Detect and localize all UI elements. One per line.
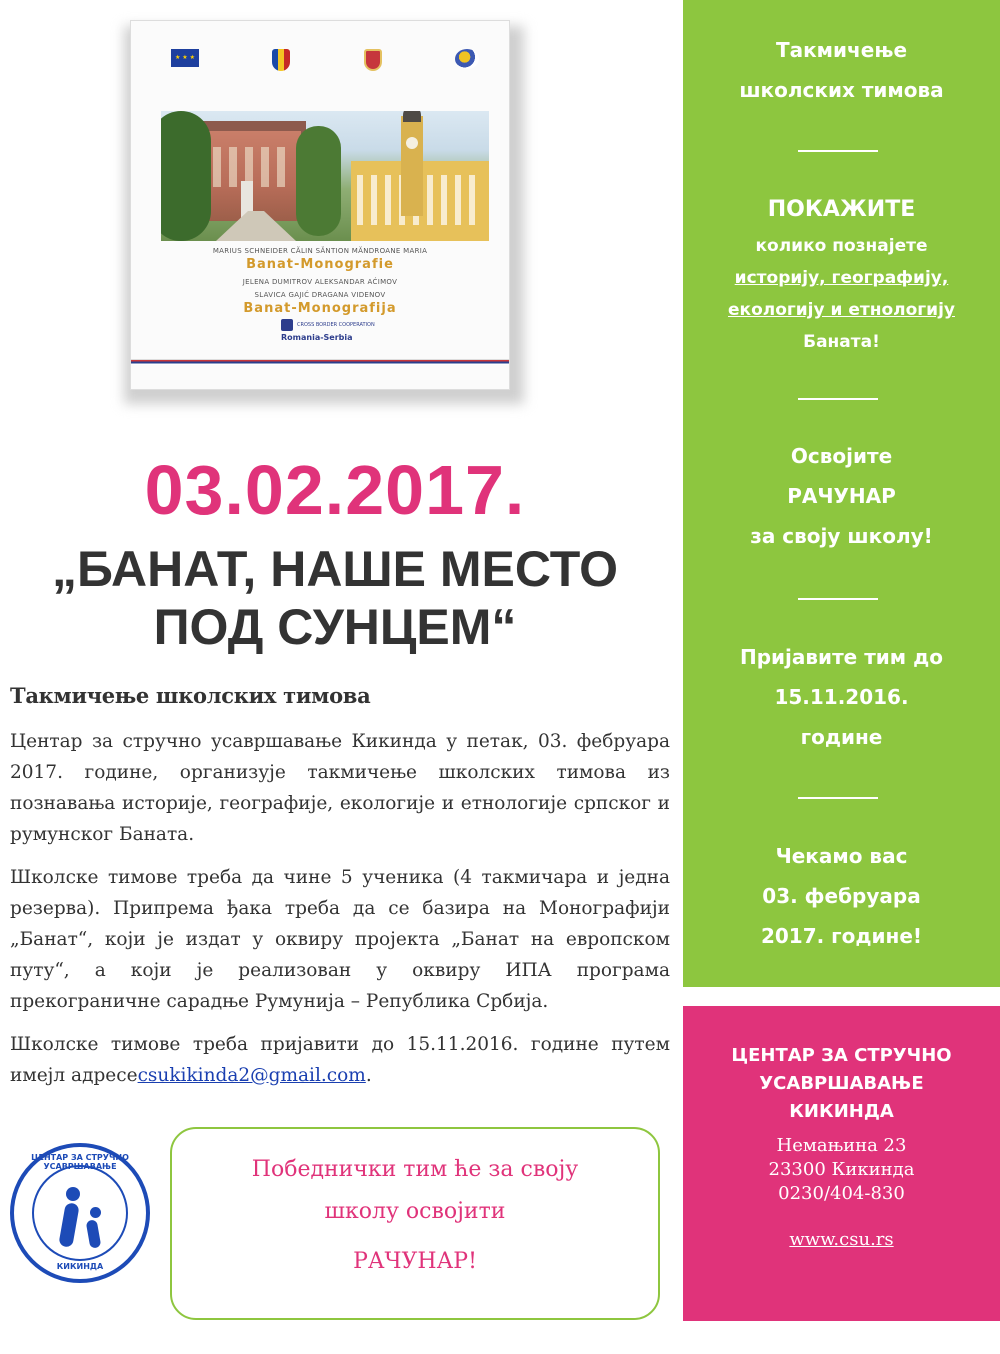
green-register-line3: године: [800, 725, 883, 749]
pink-contact-panel: [683, 1006, 1000, 1321]
event-date: 03.02.2017.: [144, 451, 526, 529]
green-info-panel: [683, 0, 1000, 987]
main-title-line2: ПОД СУНЦЕМ“: [153, 599, 517, 655]
pink-address: Немањина 23: [776, 1135, 907, 1156]
prize-line-2: школу освојити: [324, 1199, 506, 1224]
green-block-wait: [683, 836, 1000, 956]
cover-authors-2: JELENA DUMITROV ALEKSANDAR AĆIMOV: [242, 278, 398, 286]
romania-crest-icon: [272, 49, 290, 71]
paragraph-3-text: Школске тимове треба пријавити до 15.11.2016. године путем имејл адресе: [10, 1034, 670, 1086]
paragraph-3-end: .: [365, 1065, 372, 1086]
cover-authors-1: MARIUS SCHNEIDER CĂLIN SĂNTION MĂNDROANE MARIA: [212, 247, 428, 255]
main-title: [0, 540, 670, 656]
green-show-line1: колико познајете: [755, 236, 928, 256]
green-divider-3: [798, 598, 878, 600]
seal-bottom-text: КИКИНДА: [56, 1262, 104, 1271]
cover-logos: [171, 49, 479, 71]
serbia-crest-icon: [364, 49, 382, 71]
cbc-region: Romania-Serbia: [281, 333, 353, 342]
pink-address-block: [683, 1134, 1000, 1206]
cbc-text: CROSS BORDER COOPERATION: [297, 322, 375, 328]
paragraph-3: [10, 1029, 670, 1091]
green-competition-line2: школских тимова: [739, 78, 944, 102]
csu-seal-logo: [10, 1143, 150, 1283]
book-cover-image: [130, 20, 510, 390]
seal-top-text: ЦЕНТАР ЗА СТРУЧНО УСАВРШАВАЊЕ: [31, 1153, 129, 1171]
green-block-competition: [683, 30, 1000, 110]
body-text: [10, 726, 670, 1103]
green-show-line2: Баната!: [803, 332, 880, 352]
green-win-line2: РАЧУНАР: [787, 484, 896, 508]
figure-head-icon: [66, 1187, 80, 1201]
eu-flag-icon: ★ ★ ★: [171, 49, 199, 67]
green-divider-4: [798, 797, 878, 799]
serbia-flag-stripe: [131, 359, 509, 365]
green-wait-line1: Чекамо вас: [775, 844, 908, 868]
paragraph-2: Школске тимове треба да чине 5 ученика (4 такмичара и једна резерва). Припрема ђака треба да се базира на Монографији „Банат“, који је издат у оквиру пројекта „Банат на европском путу“, а који је реализован у оквиру ИПА програма прекограничне сарадње Румунија – Република Србија.: [10, 867, 670, 1012]
website-link[interactable]: www.csu.rs: [789, 1229, 894, 1250]
green-wait-line3: 2017. године!: [760, 924, 923, 948]
green-block-show: [683, 190, 1000, 358]
main-title-line1: „БАНАТ, НАШЕ МЕСТО: [52, 541, 618, 597]
prize-line-1: Победнички тим ће за своју: [251, 1157, 579, 1182]
pink-org-name: [683, 1042, 1000, 1126]
green-show-heading: ПОКАЖИТЕ: [767, 197, 916, 222]
cover-photo: [161, 111, 489, 241]
prize-line-3: РАЧУНАР!: [353, 1249, 477, 1274]
cross-border-logo-icon: [455, 49, 479, 69]
cbc-mark-icon: [281, 319, 293, 331]
child-head-icon: [90, 1207, 101, 1218]
pink-city: 23300 Кикинда: [768, 1159, 915, 1180]
pink-org-line3: КИКИНДА: [789, 1101, 894, 1122]
green-show-link2: екологију и етнологију: [728, 300, 955, 320]
cover-title-sr: Banat-Monografija: [243, 301, 397, 316]
cover-title-ro: Banat-Monografie: [246, 257, 394, 272]
prize-box: [170, 1127, 660, 1320]
green-divider-1: [798, 150, 878, 152]
green-win-line3: за своју школу!: [750, 524, 933, 548]
seal-inner-ring: [32, 1165, 128, 1261]
email-link[interactable]: csukikinda2@gmail.com: [137, 1065, 366, 1086]
sub-heading: Такмичење школских тимова: [10, 683, 371, 708]
green-register-line1: Пријавите тим до: [739, 645, 944, 669]
green-win-line1: Освојите: [790, 444, 893, 468]
green-block-register: [683, 637, 1000, 757]
green-competition-line1: Такмичење: [775, 38, 908, 62]
green-divider-2: [798, 398, 878, 400]
pink-phone: 0230/404-830: [778, 1183, 905, 1204]
cover-authors-3: SLAVICA GAJIĆ DRAGANA VIDENOV: [254, 291, 386, 299]
cbc-logo: [281, 319, 375, 331]
green-block-win: [683, 436, 1000, 556]
green-wait-line2: 03. фебруара: [762, 884, 921, 908]
paragraph-1: Центар за стручно усавршавање Кикинда у петак, 03. фебруара 2017. године, организује такмичење школских тимова из познавања историје, географије, екологије и етнологије српског и румунског Баната.: [10, 731, 670, 845]
pink-org-line1: ЦЕНТАР ЗА СТРУЧНО: [731, 1045, 952, 1066]
green-show-link1: историју, географију,: [734, 268, 949, 288]
green-register-line2: 15.11.2016.: [774, 685, 909, 709]
pink-org-line2: УСАВРШАВАЊЕ: [759, 1073, 924, 1094]
